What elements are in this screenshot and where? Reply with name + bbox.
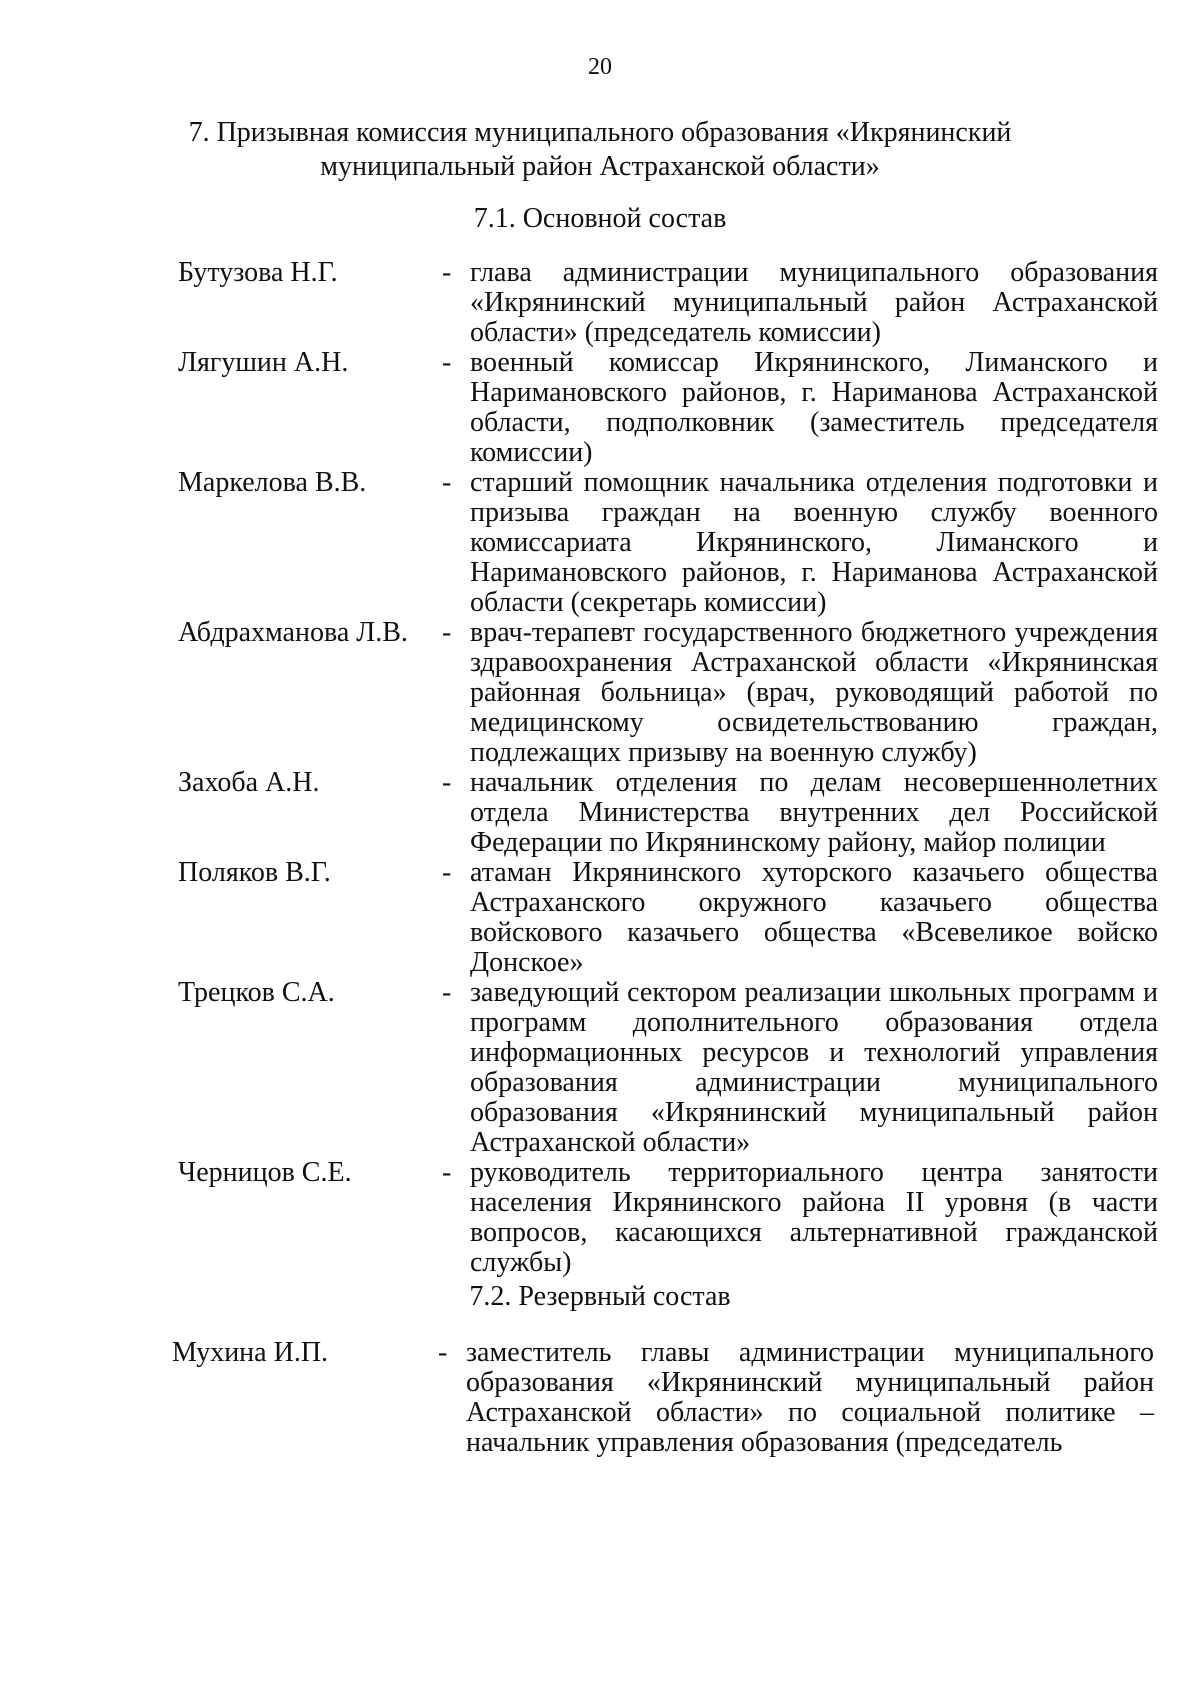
reserve-composition-title: 7.2. Резервный состав (469, 1281, 731, 1312)
page-number: 20 (588, 54, 612, 80)
section-title-line-2: муниципальный район Астраханской области» (320, 151, 880, 182)
member-row (0, 1338, 1200, 1458)
member-dash: - (442, 257, 452, 288)
member-role: заведующий сектором реализации школьных программ и программ дополнительного образования отдела информационных ресурсов и технологий управления образования администрации муниципального образования «Икрянинский муниципальный район Астраханской области» (470, 977, 1158, 1158)
member-row (0, 768, 1200, 858)
member-dash: - (438, 1337, 448, 1368)
member-row (0, 1158, 1200, 1278)
member-row (0, 618, 1200, 768)
member-dash: - (442, 1157, 452, 1188)
member-role: атаман Икрянинского хуторского казачьего общества Астраханского окружного казачьего общества войскового казачьего общества «Всевеликое войско Донское» (470, 857, 1158, 978)
member-name: Абдрахманова Л.В. (178, 617, 408, 648)
member-role: старший помощник начальника отделения подготовки и призыва граждан на военную службу военного комиссариата Икрянинского, Лиманского и Наримановского районов, г. Нариманова Астраханской области (секретарь комиссии) (470, 467, 1158, 618)
member-row (0, 258, 1200, 348)
main-composition-title: 7.1. Основной состав (473, 203, 727, 234)
member-role: глава администрации муниципального образования «Икрянинский муниципальный район Астраханской области» (председатель комиссии) (470, 257, 1158, 348)
member-dash: - (442, 977, 452, 1008)
member-dash: - (442, 767, 452, 798)
member-dash: - (442, 467, 452, 498)
member-role: военный комиссар Икрянинского, Лиманского и Наримановского районов, г. Нариманова Астраханской области, подполковник (заместитель председателя комиссии) (470, 347, 1158, 468)
section-title (130, 116, 1070, 184)
member-row (0, 348, 1200, 468)
member-name: Трецков С.А. (178, 977, 335, 1008)
main-composition-list (0, 258, 1200, 1278)
member-dash: - (442, 347, 452, 378)
reserve-composition-list (0, 1338, 1200, 1458)
member-name: Маркелова В.В. (178, 467, 367, 498)
member-name: Лягушин А.Н. (178, 347, 349, 378)
member-row (0, 858, 1200, 978)
member-role: руководитель территориального центра занятости населения Икрянинского района II уровня (в части вопросов, касающихся альтернативной гражданской службы) (470, 1157, 1158, 1278)
member-dash: - (442, 857, 452, 888)
member-name: Захоба А.Н. (178, 767, 320, 798)
member-row (0, 468, 1200, 618)
member-name: Поляков В.Г. (178, 857, 331, 888)
section-title-line-1: 7. Призывная комиссия муниципального образования «Икрянинский (188, 117, 1012, 148)
member-name: Бутузова Н.Г. (178, 257, 338, 288)
member-dash: - (442, 617, 452, 648)
member-role: врач-терапевт государственного бюджетного учреждения здравоохранения Астраханской области «Икрянинская районная больница» (врач, руководящий работой по медицинскому освидетельствованию граждан, подлежащих призыву на военную службу) (470, 617, 1158, 768)
member-role: начальник отделения по делам несовершеннолетних отдела Министерства внутренних дел Российской Федерации по Икрянинскому району, майор полиции (470, 767, 1158, 858)
member-name: Черницов С.Е. (178, 1157, 352, 1188)
member-role: заместитель главы администрации муниципального образования «Икрянинский муниципальный район Астраханской области» по социальной политике – начальник управления образования (председатель (466, 1337, 1154, 1458)
member-row (0, 978, 1200, 1158)
member-name: Мухина И.П. (172, 1337, 329, 1368)
